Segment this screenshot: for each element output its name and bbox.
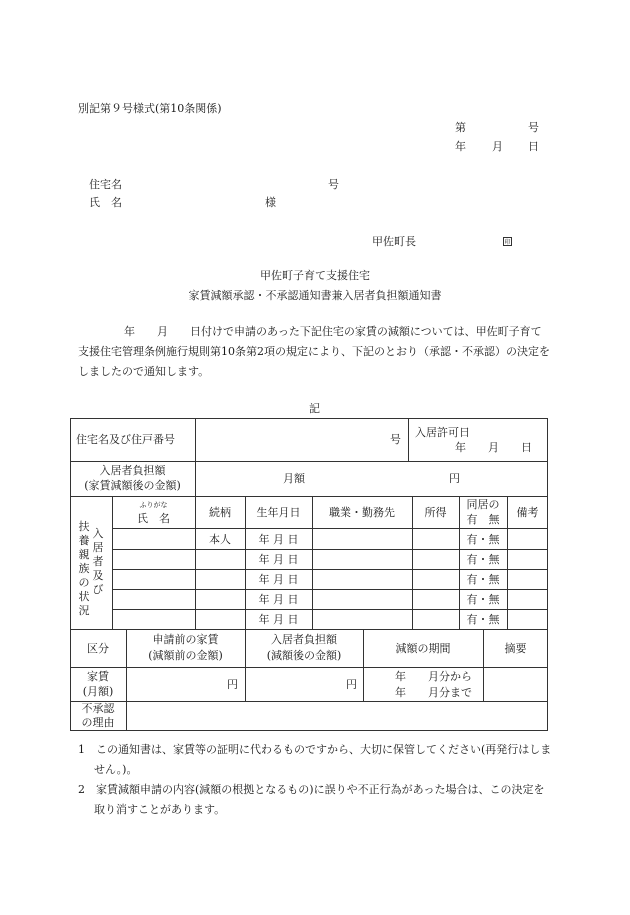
remarks-header: 備考 (516, 506, 539, 519)
post-burden-header-1: 入居者負担額 (271, 633, 337, 646)
monthly-amount-label: 月額 (283, 472, 305, 485)
period-from: 年 月分から (395, 670, 472, 683)
date-day: 日 (528, 140, 539, 153)
relationship-header: 続柄 (209, 506, 231, 519)
move-in-permit-date: 年 月 日 (455, 441, 532, 454)
row-1-cohabit: 有・無 (466, 533, 500, 546)
burden-label-1: 入居者負担額 (99, 464, 166, 477)
recipient-name-label: 氏 名 (89, 196, 122, 209)
period-to: 年 月分まで (395, 686, 472, 699)
rejection-label-2: の理由 (81, 716, 115, 729)
form-label: 別記第９号様式(第10条関係) (78, 102, 222, 115)
house-number-go: 号 (390, 433, 401, 446)
ki-label: 記 (309, 402, 320, 415)
body-paragraph: 年 月 日付けで申請のあった下記住宅の家賃の減額については、甲佐町子育て支援住宅管理条例施行規則第10条第2項の規定により、下記のとおり（承認・不承認）の決定をしましたので通知します。 (78, 325, 550, 378)
occupation-header: 職業・勤務先 (329, 506, 395, 519)
recipient-house-go: 号 (328, 178, 339, 191)
reduction-period-header: 減額の期間 (395, 642, 451, 655)
pre-rent-header-1: 申請前の家賃 (152, 633, 219, 646)
seal-mark: 印 (504, 239, 511, 246)
furigana-label: ふりがな (139, 501, 168, 509)
cohabit-header-2: 有 無 (466, 513, 500, 526)
cohabit-header-1: 同居の (466, 498, 500, 511)
rent-label-2: (月額) (82, 685, 114, 698)
row-5-birthdate: 年 月 日 (258, 613, 299, 626)
monthly-amount-yen: 円 (449, 472, 460, 485)
row-1-birthdate: 年 月 日 (258, 533, 299, 546)
note-2: 2 家賃減額申請の内容(減額の根拠となるもの)に誤りや不正行為があった場合は、この決定を取り消すことがあります。 (78, 783, 545, 816)
date-month: 月 (492, 140, 503, 153)
recipient-sama: 様 (265, 196, 276, 209)
dependents-label: 扶養親族の状況 (78, 520, 90, 617)
summary-header: 摘要 (504, 642, 527, 655)
rent-label-1: 家賃 (87, 670, 109, 683)
post-burden-header-2: (減額後の金額) (266, 649, 342, 662)
title-line-1: 甲佐町子育て支援住宅 (260, 269, 370, 282)
income-header: 所得 (424, 506, 447, 519)
recipient-house-label: 住宅名 (89, 178, 122, 191)
doc-number-go: 号 (528, 121, 539, 134)
row-1-relationship: 本人 (209, 533, 231, 546)
post-burden-yen: 円 (346, 678, 357, 691)
pre-rent-yen: 円 (227, 678, 238, 691)
issuer-name: 甲佐町長 (372, 235, 416, 248)
move-in-permit-label: 入居許可日 (415, 426, 470, 439)
category-header: 区分 (87, 642, 109, 655)
rejection-label-1: 不承認 (81, 702, 115, 715)
row-3-cohabit: 有・無 (466, 573, 500, 586)
burden-label-2: (家賃減額後の金額) (84, 479, 181, 492)
note-1: 1 この通知書は、家賃等の証明に代わるものですから、大切に保管してください(再発行はしません。)。 (78, 743, 552, 776)
date-year: 年 (455, 140, 466, 153)
pre-rent-header-2: (減額前の金額) (148, 649, 223, 662)
doc-number-dai: 第 (455, 121, 466, 134)
row-2-birthdate: 年 月 日 (258, 553, 299, 566)
house-number-label: 住宅名及び住戸番号 (76, 433, 175, 446)
row-2-cohabit: 有・無 (466, 553, 500, 566)
resident-label: 入居者及び (92, 527, 104, 596)
row-4-cohabit: 有・無 (466, 593, 500, 606)
row-3-birthdate: 年 月 日 (258, 573, 299, 586)
birthdate-header: 生年月日 (256, 506, 301, 519)
row-5-cohabit: 有・無 (466, 613, 500, 626)
name-header: 氏 名 (137, 512, 170, 525)
row-4-birthdate: 年 月 日 (258, 593, 299, 606)
title-line-2: 家賃減額承認・不承認通知書兼入居者負担額通知書 (188, 289, 442, 302)
